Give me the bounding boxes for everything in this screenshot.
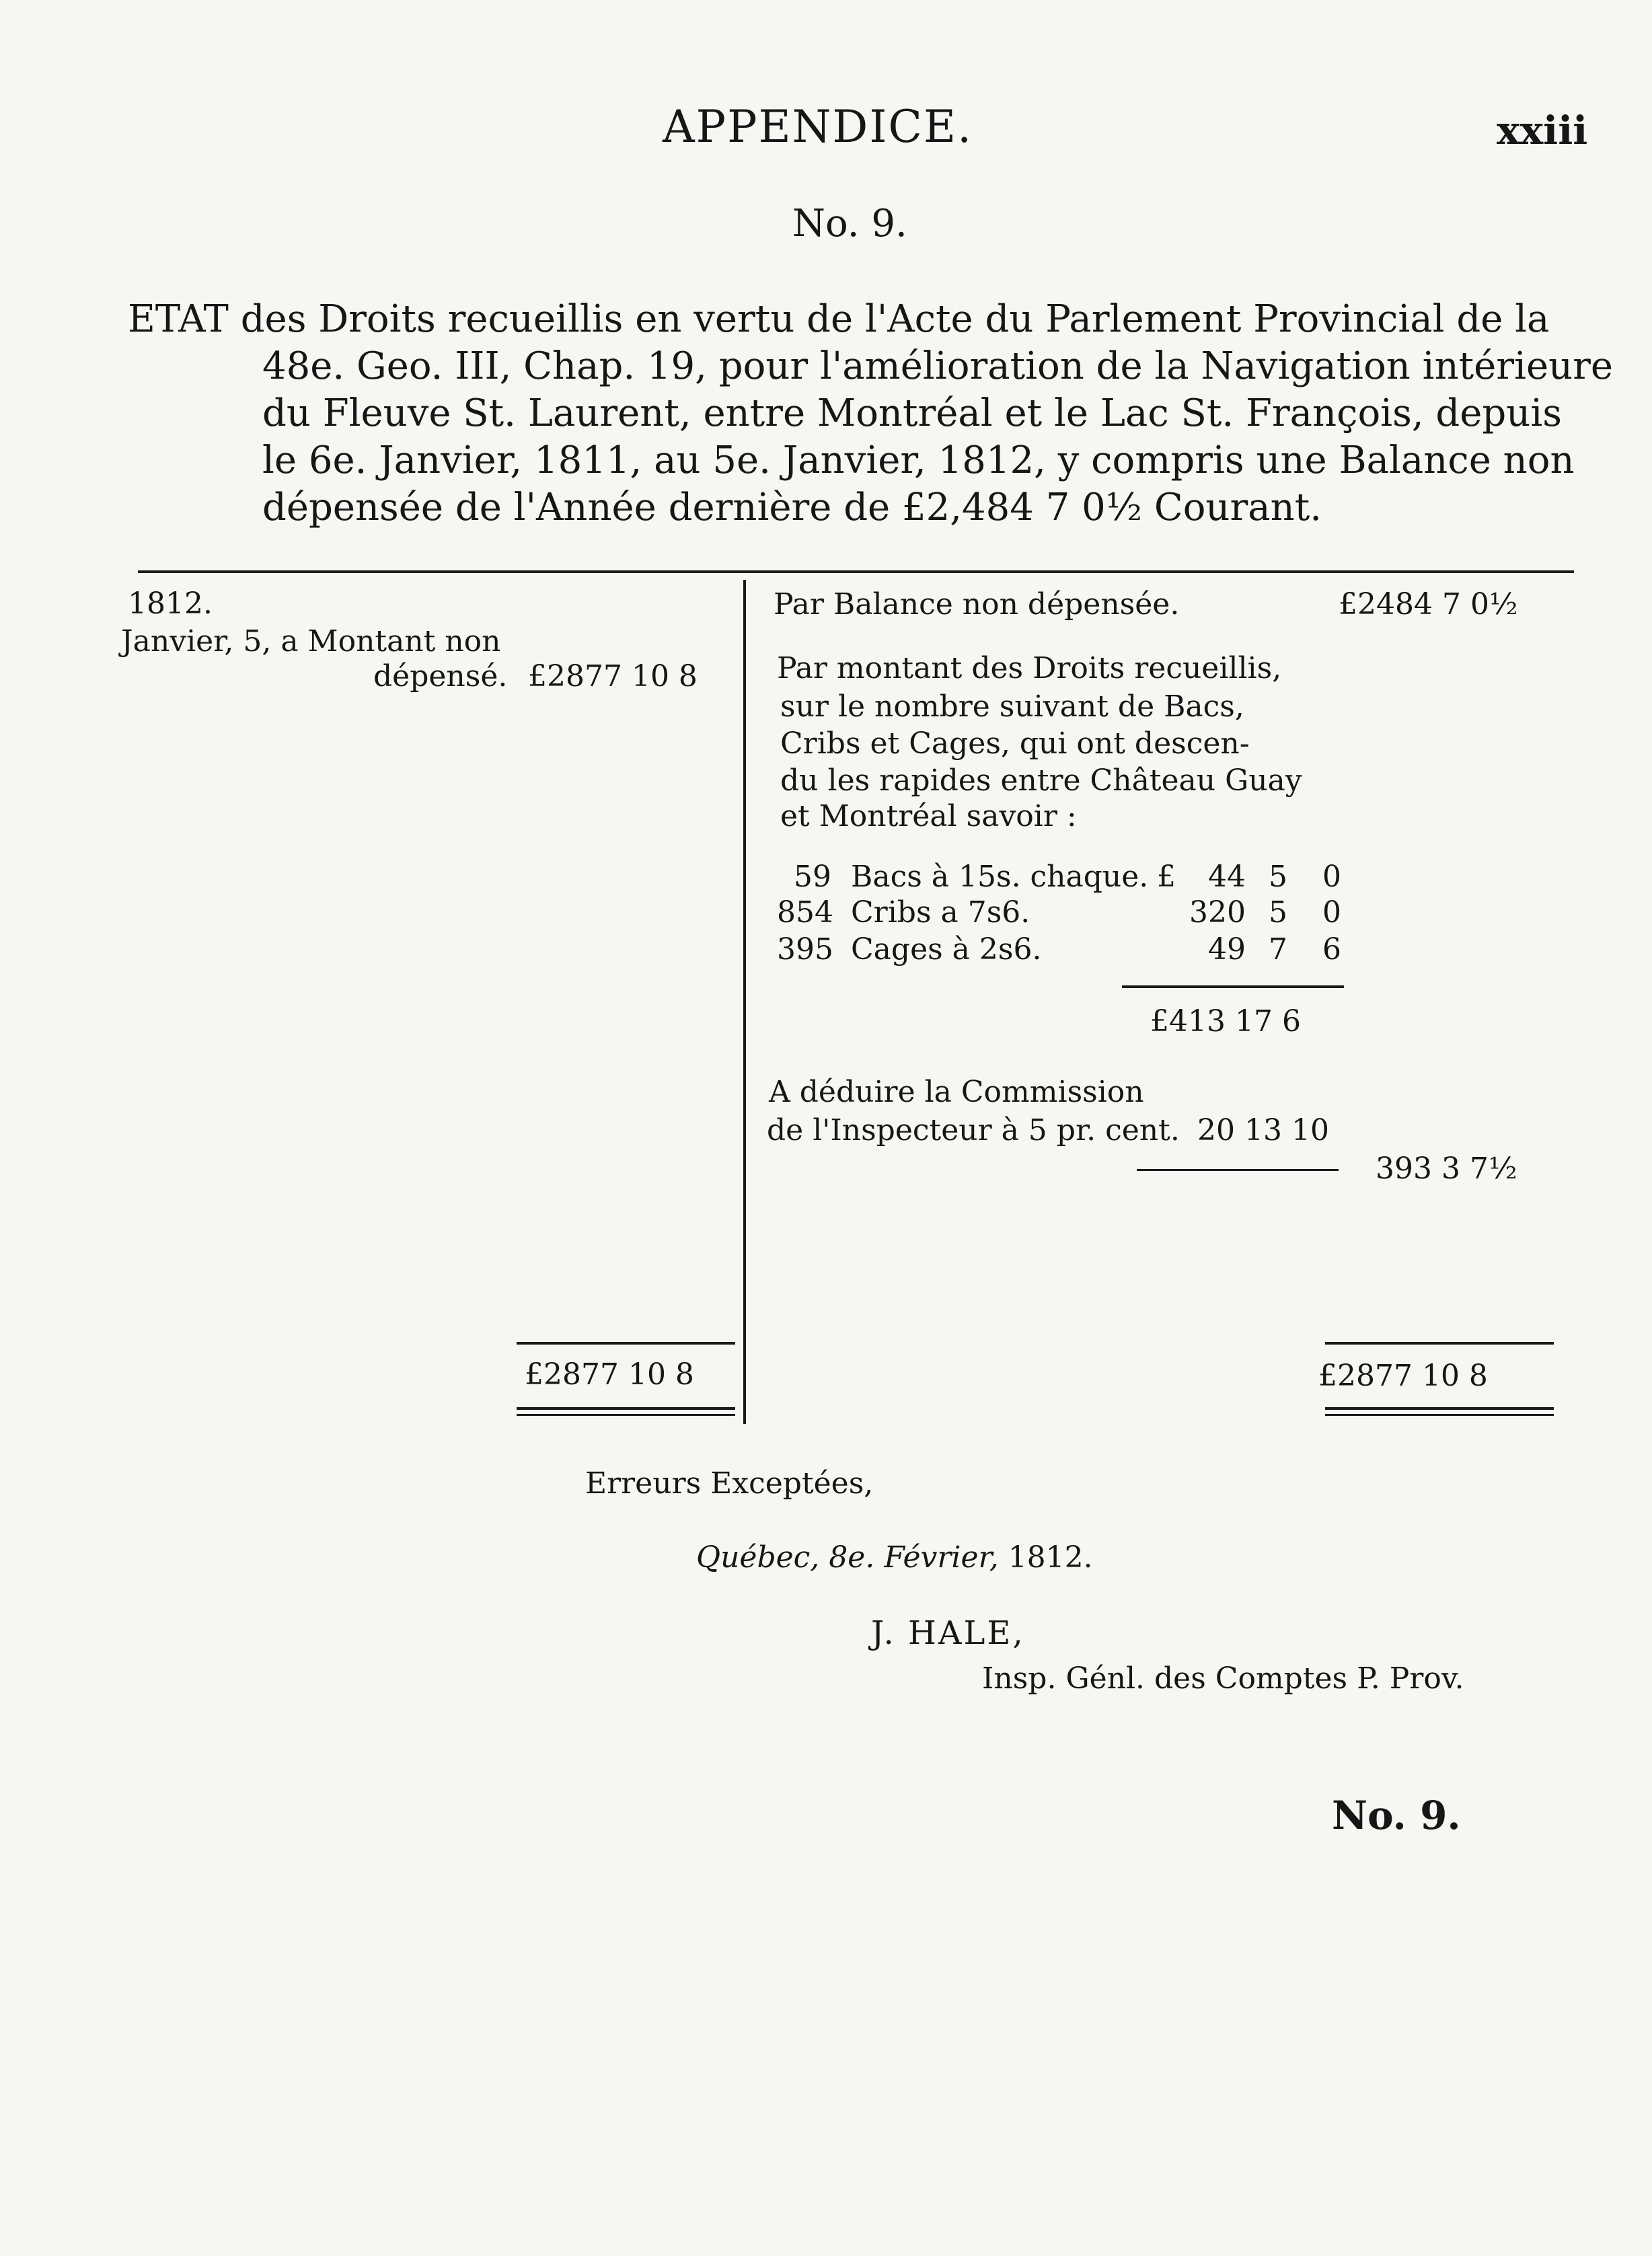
title-line: 48e. Geo. III, Chap. 19, pour l'amélioration de la Navigation intérieure [262,344,1614,388]
deduct-line: A déduire la Commission [769,1075,1144,1109]
item-shillings: 7 [1269,932,1287,967]
deduct-line: de l'Inspecteur à 5 pr. cent. [767,1113,1180,1148]
subtotal-rule [1122,985,1344,988]
item-shillings: 5 [1269,895,1287,930]
item-pence: 0 [1322,860,1341,894]
deduct-amount: 20 13 10 [1197,1113,1329,1148]
item-description: Bacs à 15s. chaque. [851,860,1149,894]
date-month: Février, [884,1540,999,1575]
dateline [696,1540,1093,1575]
item-count: 59 [794,860,831,894]
item-pounds: 49 [1208,932,1246,967]
document-number: No. 9. [792,202,907,246]
item-shillings: 5 [1269,860,1287,894]
item-pounds: 44 [1208,860,1246,894]
catchword: No. 9. [1332,1793,1461,1838]
debit-entry-line: Janvier, 5, a Montant non [121,624,501,659]
signature: J. HALE, [871,1614,1025,1652]
place: Québec, [696,1540,820,1575]
item-currency: £ [1157,860,1176,894]
date-year: 1812. [1008,1540,1093,1575]
item-count: 854 [777,895,833,930]
credit-duties-line: Par montant des Droits recueillis, [777,651,1282,685]
debit-total-underline [517,1414,735,1416]
title-line: du Fleuve St. Laurent, entre Montréal et le Lac St. François, depuis [262,391,1562,435]
item-description: Cages à 2s6. [851,932,1042,967]
title-line: dépensée de l'Année dernière de £2,484 7 0½ Courant. [262,486,1322,529]
credit-duties-line: du les rapides entre Château Guay [780,763,1302,798]
debit-total: £2877 10 8 [525,1357,694,1392]
credit-total-rule [1325,1342,1554,1345]
date-day: 8e. [829,1540,875,1575]
item-pence: 6 [1322,932,1341,967]
page-number: xxiii [1497,108,1588,153]
debit-total-underline [517,1407,735,1410]
credit-balance-label: Par Balance non dépensée. [774,587,1180,622]
credit-total-underline [1325,1407,1554,1410]
ledger-top-rule [138,570,1574,573]
credit-total-underline [1325,1414,1554,1416]
debit-total-rule [517,1342,735,1345]
credit-duties-line: sur le nombre suivant de Bacs, [780,689,1244,724]
debit-year: 1812. [128,587,213,621]
signatory-position: Insp. Génl. des Comptes P. Prov. [982,1661,1464,1696]
credit-total: £2877 10 8 [1318,1359,1488,1393]
running-title: APPENDICE. [663,101,973,153]
deduct-rule [1137,1169,1339,1171]
item-pounds: 320 [1189,895,1246,930]
title-line: le 6e. Janvier, 1811, au 5e. Janvier, 1812, y compris une Balance non [262,439,1575,482]
item-description: Cribs a 7s6. [851,895,1030,930]
credit-net: 393 3 7½ [1376,1152,1517,1186]
item-pence: 0 [1322,895,1341,930]
title-line: ETAT des Droits recueillis en vertu de l'Acte du Parlement Provincial de la [128,297,1550,341]
credit-duties-line: et Montréal savoir : [780,799,1077,833]
credit-subtotal: £413 17 6 [1150,1004,1301,1039]
errors-excepted: Erreurs Exceptées, [585,1466,874,1501]
credit-balance-amount: £2484 7 0½ [1339,587,1518,622]
debit-entry-line: dépensé. [373,659,508,693]
debit-amount: £2877 10 8 [528,659,698,693]
credit-duties-line: Cribs et Cages, qui ont descen- [780,726,1250,761]
item-count: 395 [777,932,833,967]
ledger-divider [743,580,746,1424]
